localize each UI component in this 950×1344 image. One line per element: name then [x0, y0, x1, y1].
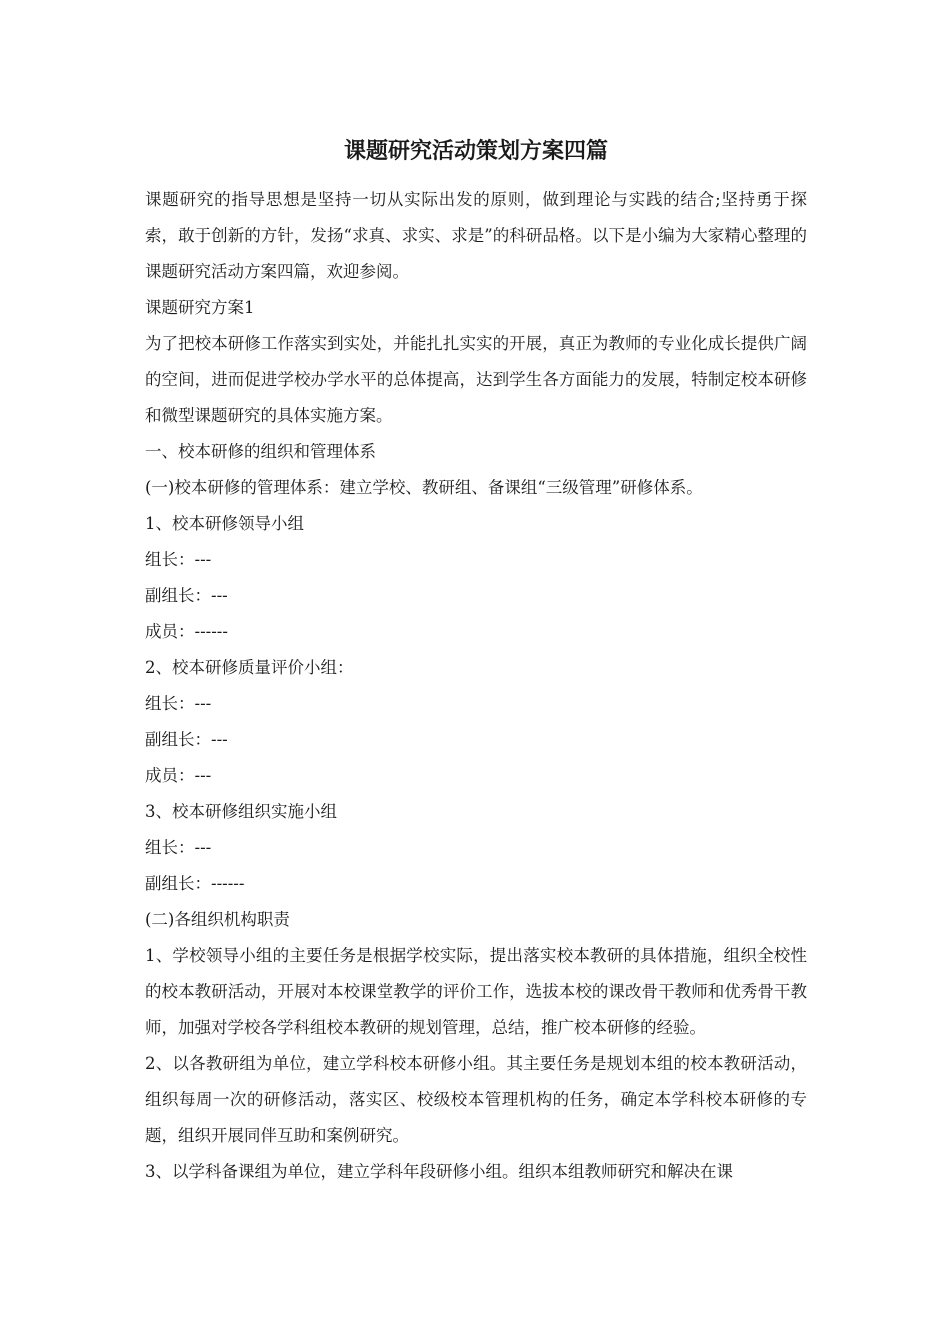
document-page: [145, 126, 807, 1190]
member-line: 成员：---: [145, 766, 212, 785]
section-heading-responsibilities: (二)各组织机构职责: [145, 910, 290, 929]
member-line: 组长：---: [145, 550, 212, 569]
group-heading-evaluation: 2、校本研修质量评价小组：: [145, 658, 354, 677]
member-line: 副组长：---: [145, 730, 228, 749]
member-line: 副组长：------: [145, 874, 245, 893]
responsibility-paragraph: 3、以学科备课组为单位，建立学科年段研修小组。组织本组教师研究和解决在课: [145, 1162, 733, 1181]
plan-purpose-paragraph: 为了把校本研修工作落实到实处，并能扎扎实实的开展，真正为教师的专业化成长提供广阔的空间，进而促进学校办学水平的总体提高，达到学生各方面能力的发展，特制定校本研修和微型课题研究的具体实施方案。: [145, 334, 807, 425]
document-body: [145, 182, 807, 1190]
group-heading-implementation: 3、校本研修组织实施小组: [145, 802, 337, 821]
management-system-paragraph: (一)校本研修的管理体系：建立学校、教研组、备课组“三级管理”研修体系。: [145, 478, 703, 497]
responsibility-paragraph: 1、学校领导小组的主要任务是根据学校实际，提出落实校本教研的具体措施，组织全校性的校本教研活动，开展对本校课堂教学的评价工作，选拔本校的课改骨干教师和优秀骨干教师，加强对学校各学科组校本教研的规划管理，总结，推广校本研修的经验。: [145, 946, 807, 1037]
intro-paragraph: 课题研究的指导思想是坚持一切从实际出发的原则，做到理论与实践的结合;坚持勇于探索，敢于创新的方针，发扬“求真、求实、求是”的科研品格。以下是小编为大家精心整理的课题研究活动方案四篇，欢迎参阅。: [145, 190, 807, 281]
member-line: 成员：------: [145, 622, 228, 641]
member-line: 副组长：---: [145, 586, 228, 605]
document-title: 课题研究活动策划方案四篇: [343, 138, 608, 164]
section-heading-organization: 一、校本研修的组织和管理体系: [145, 442, 376, 461]
member-line: 组长：---: [145, 838, 212, 857]
responsibility-paragraph: 2、以各教研组为单位，建立学科校本研修小组。其主要任务是规划本组的校本教研活动，组织每周一次的研修活动，落实区、校级校本管理机构的任务，确定本学科校本研修的专题，组织开展同伴互助和案例研究。: [145, 1054, 807, 1145]
group-heading-leadership: 1、校本研修领导小组: [145, 514, 304, 533]
section-heading-plan-1: 课题研究方案1: [145, 298, 255, 317]
member-line: 组长：---: [145, 694, 212, 713]
